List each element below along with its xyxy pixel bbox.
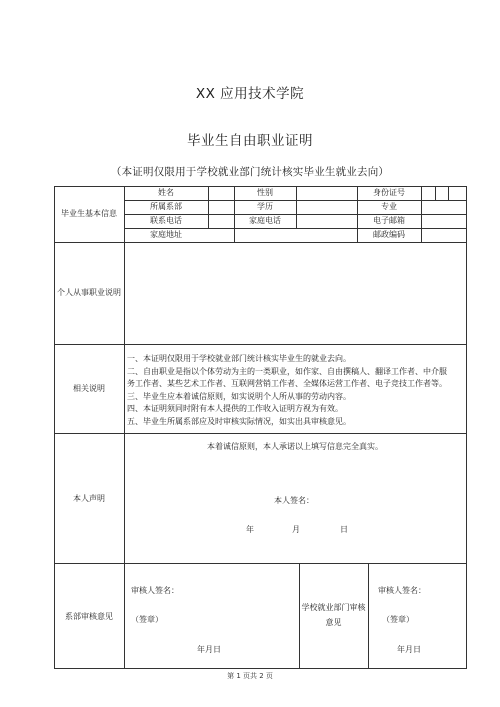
name-field[interactable] [209, 187, 233, 200]
postcode-field[interactable] [422, 229, 465, 242]
gender-label: 性别 [257, 188, 273, 197]
address-label: 家庭地址 [150, 230, 182, 239]
school-signature-label: 审核人签名： [378, 586, 426, 595]
dept-signature-label: 审核人签名： [131, 586, 179, 595]
home-phone-field[interactable] [297, 215, 356, 228]
education-label: 学历 [257, 202, 273, 211]
email-field[interactable] [422, 215, 465, 228]
signature-field[interactable] [322, 493, 402, 507]
basic-info-label: 毕业生基本信息 [61, 209, 117, 218]
school-review-label-line-2: 意见 [325, 618, 342, 627]
school-seal-label: （签章） [382, 615, 414, 624]
gender-field[interactable] [297, 187, 356, 200]
page-number: 第 1 页共 2 页 [227, 672, 273, 680]
major-label: 专业 [381, 202, 397, 211]
school-review-label-line-1: 学校就业部门审核 [301, 603, 366, 612]
occupation-field[interactable] [125, 243, 465, 343]
note-line-5: 四、本证明须同时附有本人提供的工作收入证明方视为有效。 [127, 404, 343, 414]
notes-label: 相关说明 [73, 384, 105, 393]
note-line-4: 三、毕业生应本着诚信原则，如实说明个人所从事的劳动内容。 [127, 391, 351, 401]
note-line-6: 五、毕业生所属系部应及时审核实际情况，如实出具审核意见。 [127, 416, 351, 426]
major-field[interactable] [422, 201, 465, 214]
education-field[interactable] [297, 201, 356, 214]
signature-label: 本人签名： [274, 496, 314, 505]
id-number-field[interactable] [422, 187, 465, 200]
id-number-label: 身份证号 [373, 188, 405, 197]
department-field[interactable] [209, 201, 233, 214]
page-title: 毕业生自由职业证明 [187, 133, 313, 149]
month-label: 月 [292, 525, 300, 534]
home-phone-label: 家庭电话 [249, 216, 281, 225]
address-field[interactable] [235, 229, 356, 242]
postcode-label: 邮政编码 [373, 230, 405, 239]
phone-field[interactable] [209, 215, 233, 228]
dept-review-label: 系部审核意见 [65, 612, 113, 621]
school-date-label: 年月日 [397, 645, 421, 654]
dept-date-label: 年月日 [197, 645, 221, 654]
school-name: XX 应用技术学院 [195, 86, 305, 102]
note-line-2: 二、自由职业是指以个体劳动为主的一类职业，如作家、自由撰稿人、翻译工作者、中介服 [127, 366, 447, 376]
notes-list [127, 353, 465, 429]
email-label: 电子邮箱 [373, 216, 405, 225]
declaration-statement: 本着诚信原则，本人承诺以上填写信息完全真实。 [207, 442, 383, 451]
note-line-1: 一、本证明仅限用于学校就业部门统计核实毕业生的就业去向。 [127, 354, 351, 363]
department-label: 所属系部 [150, 202, 182, 211]
note-line-3: 务工作者、某些艺术工作者、互联网营销工作者、全媒体运营工作者、电子竞技工作者等。 [127, 379, 447, 389]
dept-seal-label: （签章） [131, 615, 163, 624]
occupation-label: 个人从事职业说明 [57, 288, 121, 297]
day-label: 日 [340, 525, 348, 534]
year-label: 年 [246, 525, 254, 534]
school-review-label [299, 603, 368, 628]
declaration-label: 本人声明 [73, 494, 105, 503]
phone-label: 联系电话 [150, 216, 182, 225]
subtitle: （本证明仅限用于学校就业部门统计核实毕业生就业去向） [110, 166, 390, 178]
name-label: 姓名 [158, 188, 174, 197]
